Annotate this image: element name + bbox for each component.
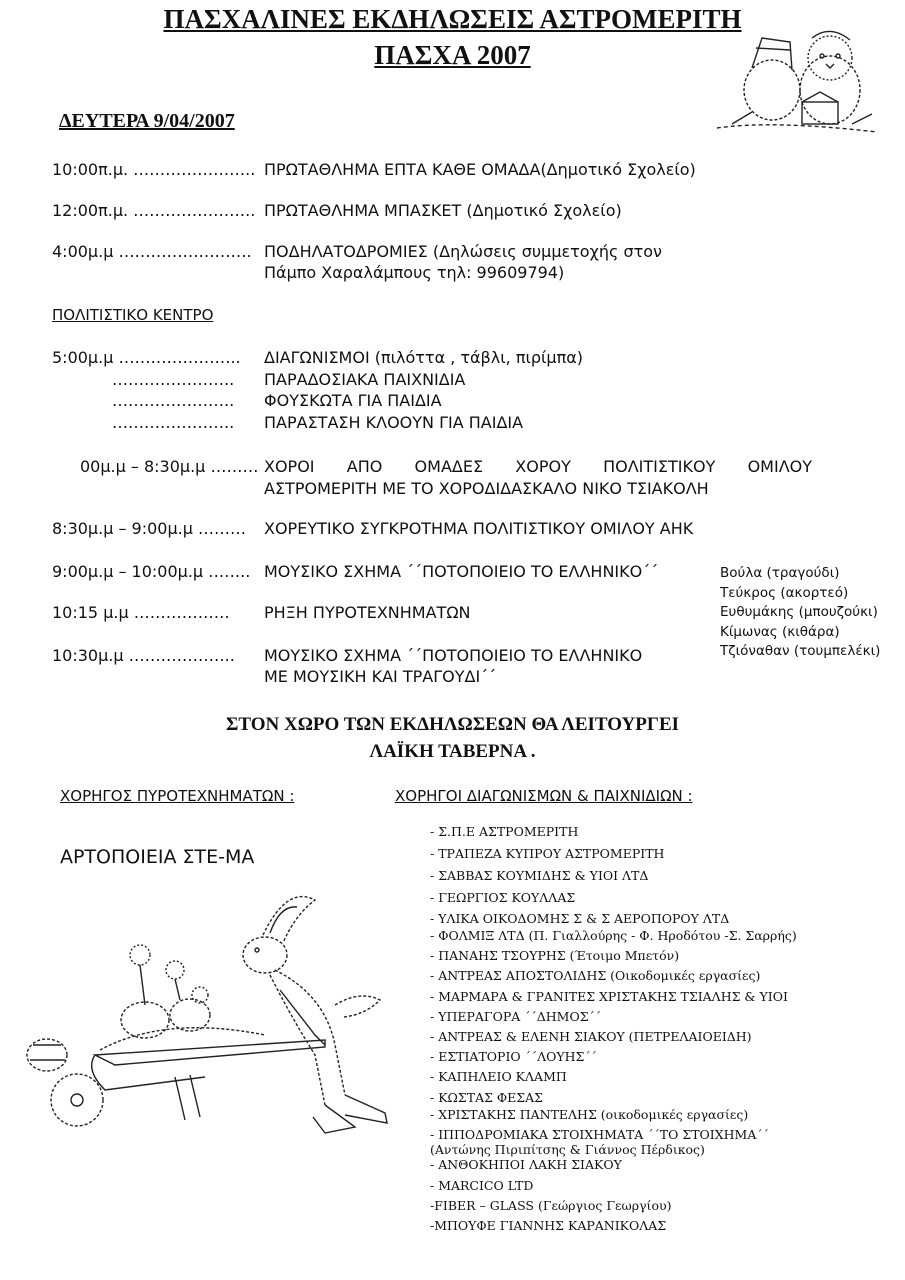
list-item: - ΙΠΠΟΔΡΟΜΙΑΚΑ ΣΤΟΙΧΗΜΑΤΑ ΄΄ΤΟ ΣΤΟΙΧΗΜΑ΄΄: [430, 1127, 769, 1143]
band-members: [720, 564, 880, 662]
list-item: - ΑΝΘΟΚΗΠΟΙ ΛΑΚΗ ΣΙΑΚΟΥ: [430, 1157, 622, 1173]
list-item: - ΥΛΙΚΑ ΟΙΚΟΔΟΜΗΣ Σ & Σ ΑΕΡΟΠΟΡΟΥ ΛΤΔ: [430, 910, 730, 926]
event-item: ΠΡΩΤΑΘΛΗΜΑ ΕΠΤΑ ΚΑΘΕ ΟΜΑΔΑ(Δημοτικό Σχολείο): [264, 160, 696, 179]
list-item: - MARCICO LTD: [430, 1177, 534, 1193]
list-item: -ΜΠΟΥΦΕ ΓΙΑΝΝΗΣ ΚΑΡΑΝΙΚΟΛΑΣ: [430, 1218, 667, 1234]
list-item: - ΧΡΙΣΤΑΚΗΣ ΠΑΝΤΕΛΗΣ (οικοδομικές εργασίες): [430, 1106, 749, 1122]
list-item: - ΕΣΤΙΑΤΟΡΙΟ ΄΄ΛΟΥΗΣ΄΄: [430, 1049, 597, 1065]
time-slot: 10:00π.μ. …………………..: [52, 160, 256, 179]
time-slot: 4:00μ.μ …………………….: [52, 242, 252, 261]
sponsors-list: [430, 822, 797, 1236]
time-slot: 8:30μ.μ – 9:00μ.μ ………: [52, 519, 247, 538]
time-slot: 10:15 μ.μ ………………: [52, 603, 230, 622]
event-item: ΠΑΡΑΔΟΣΙΑΚΑ ΠΑΙΧΝΙΔΙΑ: [264, 370, 466, 389]
list-item: - Σ.Π.Ε ΑΣΤΡΟΜΕΡΙΤΗ: [430, 824, 579, 839]
event-item: ΔΙΑΓΩΝΙΣΜΟΙ (πιλόττα , τάβλι, πιρίμπα): [264, 348, 584, 367]
page-subtitle: ΠΑΣΧΑ 2007: [374, 40, 531, 70]
chicks-illustration: [712, 28, 882, 138]
fireworks-sponsor-heading: ΧΟΡΗΓΟΣ ΠΥΡΟΤΕΧΝΗΜΑΤΩΝ :: [60, 787, 295, 805]
event-item: ΧΟΡΟΙ ΑΠΟ ΟΜΑΔΕΣ ΧΟΡΟΥ ΠΟΛΙΤΙΣΤΙΚΟΥ ΟΜΙΛΟΥ: [264, 457, 812, 476]
event-item: ΦΟΥΣΚΩΤΑ ΓΙΑ ΠΑΙΔΙΑ: [264, 391, 442, 410]
event-item: ΠΑΡΑΣΤΑΣΗ ΚΛΟΟΥΝ ΓΙΑ ΠΑΙΔΙΑ: [264, 413, 524, 432]
list-item: - ΤΡΑΠΕΖΑ ΚΥΠΡΟΥ ΑΣΤΡΟΜΕΡΙΤΗ: [430, 846, 665, 862]
band-member: Τζιόναθαν (τουμπελέκι): [720, 643, 881, 659]
time-slot: 00μ.μ – 8:30μ.μ ………: [80, 457, 259, 476]
event-item: ΜΟΥΣΙΚΟ ΣΧΗΜΑ ΄΄ΠΟΤΟΠΟΙΕΙΟ ΤΟ ΕΛΛΗΝΙΚΟ΄΄: [264, 562, 659, 581]
time-slot: 10:30μ.μ ………………..: [52, 646, 235, 665]
list-item: -FIBER – GLASS (Γεώργιος Γεωργίου): [430, 1197, 672, 1213]
time-dots: …………………..: [112, 391, 235, 410]
notice-line: ΛΑΪΚΗ ΤΑΒΕΡΝΑ .: [369, 741, 536, 762]
time-slot: 12:00π.μ. …………………..: [52, 201, 256, 220]
band-member: Τεύκρος (ακορτεό): [720, 584, 849, 601]
list-item: - ΥΠΕΡΑΓΟΡΑ ΄΄ΔΗΜΟΣ΄΄: [430, 1008, 602, 1024]
time-slot: 5:00μ.μ …………………..: [52, 348, 241, 367]
time-dots: …………………..: [112, 413, 235, 432]
notice-line: ΣΤΟΝ ΧΩΡΟ ΤΩΝ ΕΚΔΗΛΩΣΕΩΝ ΘΑ ΛΕΙΤΟΥΡΓΕΙ: [225, 714, 680, 735]
list-item: (Αντώνης Πιριπίτσης & Γιάννος Πέρδικος): [430, 1142, 705, 1158]
band-member: Βούλα (τραγούδι): [720, 565, 840, 581]
event-item: ΡΗΞΗ ΠΥΡΟΤΕΧΝΗΜΑΤΩΝ: [264, 603, 471, 622]
list-item: - ΑΝΤΡΕΑΣ ΑΠΟΣΤΟΛΙΔΗΣ (Οικοδομικές εργασίες): [430, 968, 761, 984]
list-item: - ΜΑΡΜΑΡΑ & ΓΡΑΝΙΤΕΣ ΧΡΙΣΤΑΚΗΣ ΤΣΙΑΛΗΣ & ΥΙΟΙ: [430, 988, 788, 1004]
list-item: - ΓΕΩΡΓΙΟΣ ΚΟΥΛΛΑΣ: [430, 889, 576, 905]
event-item: ΠΡΩΤΑΘΛΗΜΑ ΜΠΑΣΚΕΤ (Δημοτικό Σχολείο): [264, 201, 622, 220]
rabbit-wheelbarrow-illustration: [25, 895, 410, 1145]
page-title: ΠΑΣΧΑΛΙΝΕΣ ΕΚΔΗΛΩΣΕΙΣ ΑΣΤΡΟΜΕΡΙΤΗ: [163, 4, 742, 34]
list-item: - ΚΑΠΗΛΕΙΟ ΚΛΑΜΠ: [430, 1069, 567, 1085]
event-item-continued: ΑΣΤΡΟΜΕΡΙΤΗ ΜΕ ΤΟ ΧΟΡΟΔΙΔΑΣΚΑΛΟ ΝΙΚΟ ΤΣΙΑΚΟΛΗ: [264, 479, 709, 498]
list-item: - ΑΝΤΡΕΑΣ & ΕΛΕΝΗ ΣΙΑΚΟΥ (ΠΕΤΡΕΛΑΙΟΕΙΔΗ): [430, 1029, 752, 1045]
list-item: - ΣΑΒΒΑΣ ΚΟΥΜΙΔΗΣ & ΥΙΟΙ ΛΤΔ: [430, 868, 649, 884]
list-item: - ΦΟΛΜΙΞ ΛΤΔ (Π. Γιαλλούρης - Φ. Ηροδότου -Σ. Σαρρής): [430, 928, 797, 944]
time-slot: 9:00μ.μ – 10:00μ.μ ……..: [52, 562, 251, 581]
section-heading: ΠΟΛΙΤΙΣΤΙΚΟ ΚΕΝΤΡΟ: [52, 306, 214, 324]
games-sponsors-heading: ΧΟΡΗΓΟΙ ΔΙΑΓΩΝΙΣΜΩΝ & ΠΑΙΧΝΙΔΙΩΝ :: [395, 787, 693, 805]
day-heading: ΔΕΥΤΕΡΑ 9/04/2007: [59, 110, 235, 132]
event-item-continued: ΜΕ ΜΟΥΣΙΚΗ ΚΑΙ ΤΡΑΓΟΥΔΙ΄΄: [264, 667, 497, 686]
list-item: - ΠΑΝΑΗΣ ΤΣΟΥΡΗΣ (Έτοιμο Μπετόν): [430, 948, 680, 964]
fireworks-sponsor: ΑΡΤΟΠΟΙΕΙΑ ΣΤΕ-ΜΑ: [60, 846, 255, 868]
time-dots: …………………..: [112, 370, 235, 389]
event-item: ΜΟΥΣΙΚΟ ΣΧΗΜΑ ΄΄ΠΟΤΟΠΟΙΕΙΟ ΤΟ ΕΛΛΗΝΙΚΟ: [264, 646, 643, 665]
band-member: Κίμωνας (κιθάρα): [720, 623, 840, 640]
event-item: ΠΟΔΗΛΑΤΟΔΡΟΜΙΕΣ (Δηλώσεις συμμετοχής στον: [264, 242, 662, 261]
event-item-continued: Πάμπο Χαραλάμπους τηλ: 99609794): [264, 263, 565, 282]
event-item: ΧΟΡΕΥΤΙΚΟ ΣΥΓΚΡΟΤΗΜΑ ΠΟΛΙΤΙΣΤΙΚΟΥ ΟΜΙΛΟΥ ΑΗΚ: [264, 519, 694, 538]
list-item: - ΚΩΣΤΑΣ ΦΕΣΑΣ: [430, 1089, 543, 1105]
band-member: Ευθυμάκης (μπουζούκι): [720, 604, 878, 620]
